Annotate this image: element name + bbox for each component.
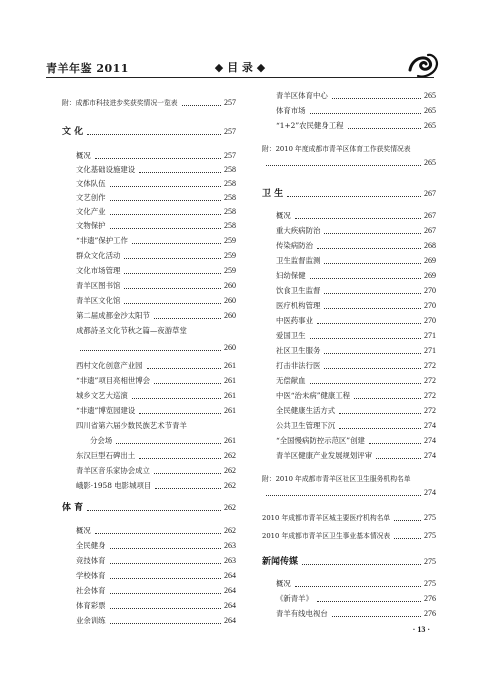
toc-section: 文 化 257: [62, 124, 236, 140]
toc-section: 新闻传媒 275: [262, 554, 436, 570]
toc-entry: 无偿献血 272: [276, 376, 436, 385]
toc-entry: 重大疾病防治 267: [276, 226, 436, 235]
toc-entry: 西村文化创意产业园 261: [76, 361, 236, 370]
toc-section: 体 育 262: [62, 500, 236, 516]
toc-entry: 文艺创作 258: [76, 193, 236, 202]
toc-entry: 青羊区体育中心 265: [276, 91, 436, 100]
toc-note-cont: 265: [262, 156, 436, 170]
toc-section: 卫 生 267: [262, 186, 436, 202]
toc-entry: 体育市场 265: [276, 106, 436, 115]
toc-entry: 卫生监督监测 269: [276, 256, 436, 265]
toc-entry: 青羊区图书馆 260: [76, 281, 236, 290]
toc-entry: 学校体育 264: [76, 571, 236, 580]
toc-entry-cont: 260: [76, 341, 236, 355]
toc-note-line1: 附：2010 年成都市青羊区社区卫生服务机构名单: [262, 475, 411, 483]
toc-entry: 中医药事业 270: [276, 316, 436, 325]
toc-entry: 峨影·1958 电影城项目 262: [76, 481, 236, 490]
toc-entry: 青羊区健康产业发展规划评审 274: [276, 451, 436, 460]
toc-entry: 文体队伍 258: [76, 179, 236, 188]
toc-entry: “全国慢病防控示范区”创建 274: [276, 436, 436, 445]
swirl-logo-icon: [406, 50, 440, 80]
toc-entry: 全民健康生活方式 272: [276, 406, 436, 415]
toc-entry: 概况 275: [276, 579, 436, 588]
toc-entry: 青羊有线电视台 276: [276, 609, 436, 618]
running-title: 青羊年鉴 2011: [46, 62, 129, 75]
toc-entry: 社会体育 264: [76, 586, 236, 595]
toc-entry: 东汉巨型石碑出土 262: [76, 451, 236, 460]
toc-entry-cont: 分会场 261: [90, 436, 236, 445]
toc-entry: “非遗”博览园建设 261: [76, 406, 236, 415]
toc-entry: 文化产业 258: [76, 207, 236, 216]
toc-entry: “非遗”项目亮相世博会 261: [76, 376, 236, 385]
toc-entry-line1: 成都詩圣文化节秋之篇—夜游草堂: [76, 326, 187, 335]
toc-entry: 妇幼保健 269: [276, 271, 436, 280]
section-label: ◆ 目 录 ◆: [214, 61, 266, 74]
toc-entry: 群众文化活动 259: [76, 251, 236, 260]
toc-entry: 医疗机构管理 270: [276, 301, 436, 310]
toc-entry: “1+2”农民健身工程 265: [276, 121, 436, 130]
toc-entry-line1: 四川省第六届少数民族艺术节青羊: [76, 421, 187, 430]
toc-entry: 饮食卫生监督 270: [276, 286, 436, 295]
toc-entry: 概况 267: [276, 211, 436, 220]
toc-entry: 体育彩票 264: [76, 601, 236, 610]
toc-entry: 全民健身 263: [76, 541, 236, 550]
toc-entry: 文化市场管理 259: [76, 266, 236, 275]
toc-entry: 竞技体育 263: [76, 556, 236, 565]
toc-note: 2010 年成都市青羊区城主要医疗机构名单 275: [262, 513, 436, 522]
toc-entry: 文物保护 258: [76, 221, 236, 230]
toc-entry: 《新青羊》 276: [276, 594, 436, 603]
toc-note-cont: 274: [262, 486, 436, 500]
toc-entry: 青羊区音乐家协会成立 262: [76, 466, 236, 475]
toc-entry: 传染病防治 268: [276, 241, 436, 250]
page-number: · 13 ·: [412, 625, 430, 634]
toc-entry: 第二届成都金沙太阳节 260: [76, 311, 236, 320]
toc-note-line1: 附：2010 年度成都市青羊区体育工作获奖情况表: [262, 145, 411, 153]
header-rule: [46, 77, 434, 78]
toc-entry: 中医“治未病”健康工程 272: [276, 391, 436, 400]
toc-entry: 概况 262: [76, 526, 236, 535]
toc-entry: 概况 257: [76, 151, 236, 160]
toc-entry: 城乡文艺大巡演 261: [76, 391, 236, 400]
toc-entry: 青羊区文化馆 260: [76, 296, 236, 305]
toc-entry: 业余训练 264: [76, 616, 236, 625]
page-header: [46, 56, 434, 78]
toc-note: 附：成都市科技进步奖获奖情况一览表 257: [62, 98, 236, 107]
toc-entry: 文化基础设施建设 258: [76, 165, 236, 174]
toc-entry: 社区卫生服务 271: [276, 346, 436, 355]
toc-note: 2010 年成都市青羊区卫生事业基本情况表 275: [262, 531, 436, 540]
toc-entry: 打击非法行医 272: [276, 361, 436, 370]
toc-entry: “非遗”保护工作 259: [76, 236, 236, 245]
toc-entry: 公共卫生管理下沉 274: [276, 421, 436, 430]
toc-entry: 爱国卫生 271: [276, 331, 436, 340]
